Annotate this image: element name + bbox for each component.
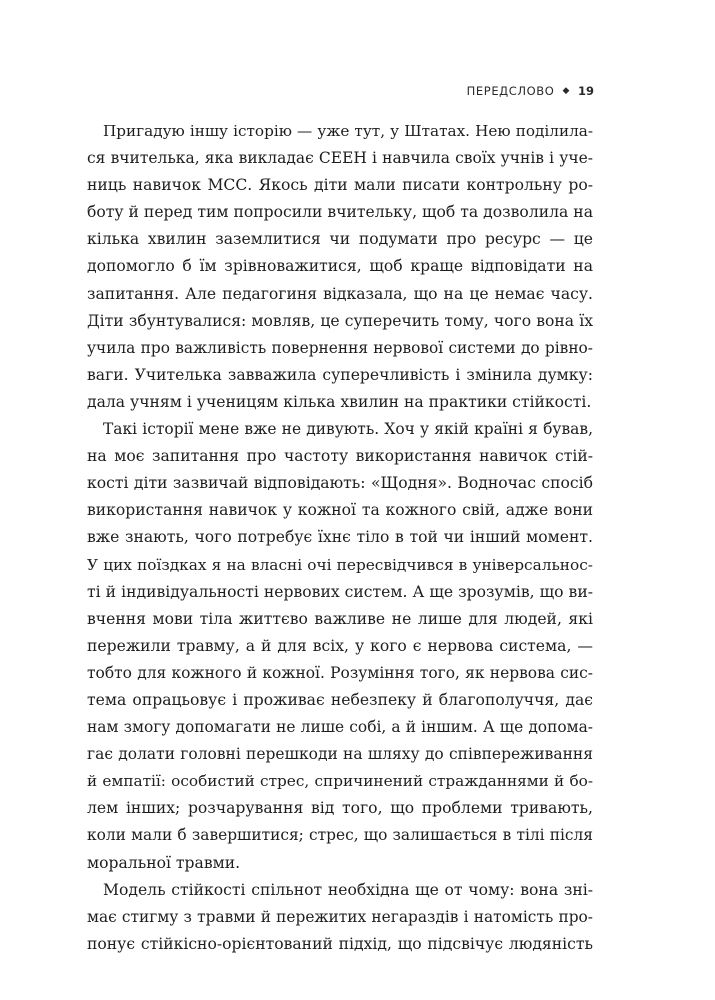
text-line: понує стійкісно-орієнтований підхід, що підсвічує людяність (87, 934, 593, 953)
text-line: ся вчителька, яка викладає СЕЕН і навчила своїх учнів і уче- (87, 149, 593, 168)
text-line: допомогло б їм зрівноважитися, щоб краще відповідати на (87, 257, 593, 276)
paragraph (87, 416, 593, 877)
body-text (87, 118, 593, 958)
text-line: У цих поїздках я на власні очі пересвідчився в універсальнос- (87, 555, 593, 574)
text-line: тема опрацьовує і проживає небезпеку й благополуччя, дає (87, 690, 593, 709)
text-line: Модель стійкості спільнот необхідна ще от чому: вона зні- (103, 880, 593, 899)
diamond-separator-icon: ◆ (562, 86, 570, 96)
text-line: тобто для кожного й кожної. Розуміння того, як нервова сис- (87, 663, 593, 682)
text-line: й емпатії: особистий стрес, спричинений стражданнями й бо- (87, 772, 593, 791)
text-line: гає долати головні перешкоди на шляху до співпереживання (87, 745, 593, 764)
running-header (467, 84, 594, 98)
text-line: лем інших; розчарування від того, що проблеми тривають, (87, 799, 593, 818)
text-line: на моє запитання про частоту використання навичок стій- (87, 447, 593, 466)
text-line: коли мали б завершитися; стрес, що залишається в тілі після (87, 826, 593, 845)
text-line: дала учням і ученицям кілька хвилин на практики стійкості. (87, 392, 592, 411)
text-line: використання навичок у кожної та кожного свій, адже вони (87, 501, 593, 520)
paragraph (87, 118, 593, 416)
text-line: нам змогу допомагати не лише собі, а й іншим. А ще допома- (87, 718, 593, 737)
text-line: пережили травму, а й для всіх, у кого є нервова система, — (87, 636, 593, 655)
text-line: запитання. Але педагогиня відказала, що на це немає часу. (87, 284, 593, 303)
text-line: Такі історії мене вже не дивують. Хоч у якій країні я бував, (103, 420, 593, 439)
text-line: вже знають, чого потребує їхнє тіло в той чи інший момент. (87, 528, 593, 547)
text-line: боту й перед тим попросили вчительку, щоб та дозволила на (87, 203, 593, 222)
text-line: кості діти зазвичай відповідають: «Щодня». Водночас спосіб (87, 474, 593, 493)
text-line: учила про важливість повернення нервової системи до рівно- (87, 338, 593, 357)
paragraph (87, 877, 593, 958)
text-line: ті й індивідуальності нервових систем. А ще зрозумів, що ви- (87, 582, 593, 601)
text-line: кілька хвилин заземлитися чи подумати про ресурс — це (87, 230, 593, 249)
section-title: ПЕРЕДСЛОВО (466, 84, 555, 98)
text-line: Діти збунтувалися: мовляв, це суперечить тому, чого вона їх (87, 311, 593, 330)
text-line: Пригадую іншу історію — уже тут, у Штатах. Нею поділила- (103, 122, 593, 140)
text-line: ваги. Учителька завважила суперечливість і змінила думку: (87, 365, 593, 384)
text-line: має стигму з травми й пережитих негараздів і натомість про- (87, 907, 593, 926)
page-number: 19 (577, 84, 594, 98)
text-line: ниць навичок МСС. Якось діти мали писати контрольну ро- (87, 176, 593, 195)
text-line: вчення мови тіла життєво важливе не лише для людей, які (87, 609, 593, 628)
text-line: моральної травми. (87, 853, 241, 872)
